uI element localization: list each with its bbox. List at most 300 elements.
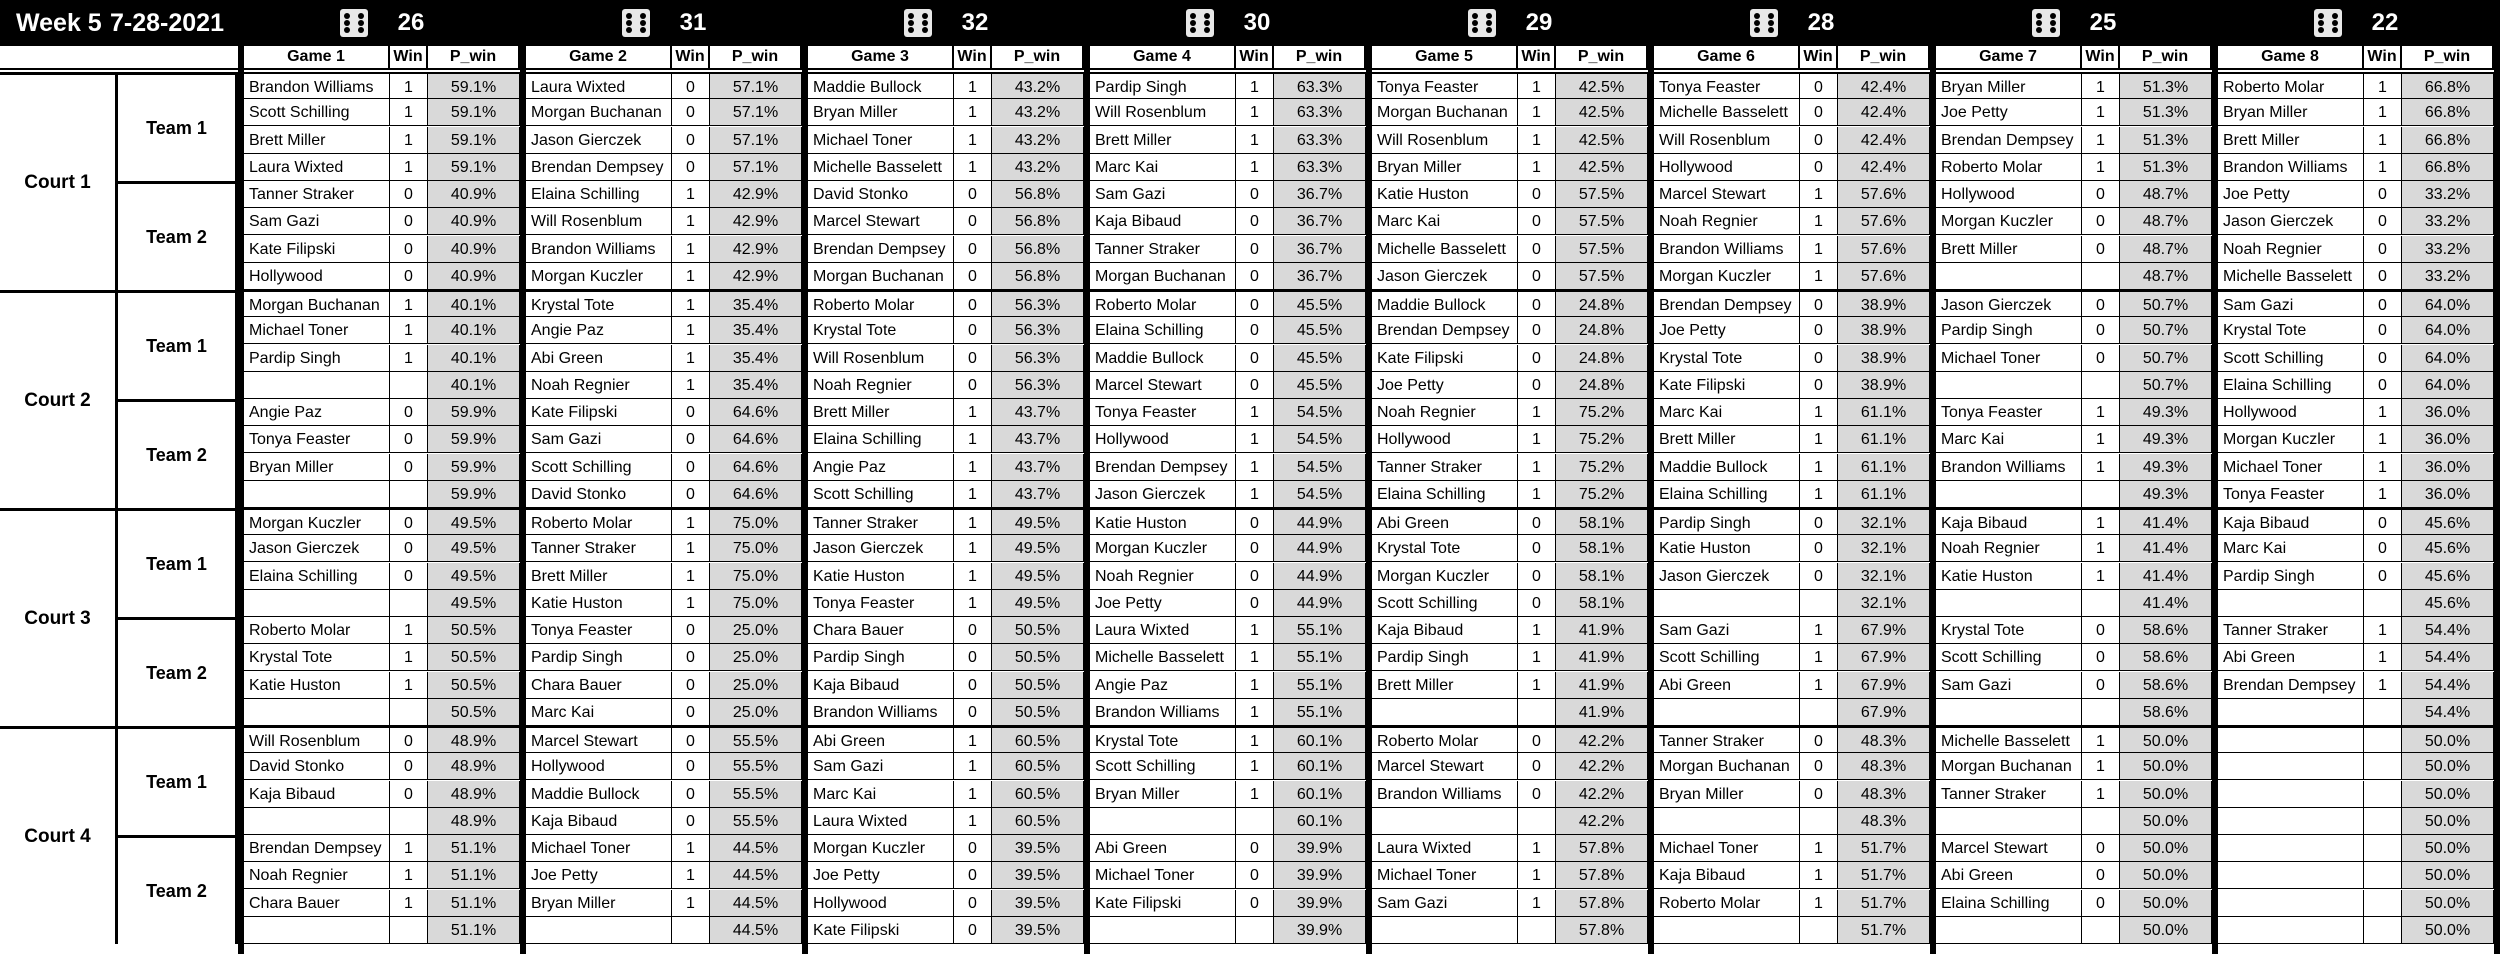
pwin-cell: 24.8% <box>1556 317 1648 344</box>
pwin-cell: 44.5% <box>710 890 802 917</box>
player-name-cell: Tonya Feaster <box>1372 72 1518 99</box>
win-cell: 0 <box>390 399 428 426</box>
pwin-cell: 59.9% <box>428 454 520 481</box>
player-name-cell: Chara Bauer <box>808 617 954 644</box>
player-name-cell: Elaina Schilling <box>1090 317 1236 344</box>
pwin-cell: 54.4% <box>2402 672 2494 699</box>
pwin-cell: 32.1% <box>1838 535 1930 562</box>
win-cell: 1 <box>1236 481 1274 508</box>
player-name-cell: Scott Schilling <box>244 99 390 126</box>
pwin-cell: 61.1% <box>1838 454 1930 481</box>
game-number: 30 <box>1243 9 1271 36</box>
win-cell: 1 <box>672 535 710 562</box>
win-cell: 0 <box>1236 563 1274 590</box>
pwin-cell: 39.9% <box>1274 862 1366 889</box>
player-name-cell: Michelle Basselett <box>1654 99 1800 126</box>
player-name-cell: Abi Green <box>1372 508 1518 535</box>
player-name-cell: Morgan Buchanan <box>1090 263 1236 290</box>
win-cell: 0 <box>390 263 428 290</box>
player-name-cell: Jason Gierczek <box>1654 563 1800 590</box>
win-cell <box>2082 372 2120 399</box>
player-name-cell: Kate Filipski <box>808 917 954 944</box>
pwin-cell: 49.5% <box>428 563 520 590</box>
pwin-cell: 42.4% <box>1838 99 1930 126</box>
win-cell: 0 <box>2082 236 2120 263</box>
player-name-cell: Sam Gazi <box>1372 890 1518 917</box>
pwin-cell: 51.1% <box>428 835 520 862</box>
pwin-cell: 58.6% <box>2120 644 2212 671</box>
player-name-cell: Bryan Miller <box>1654 781 1800 808</box>
pwin-cell: 50.5% <box>428 672 520 699</box>
win-cell: 0 <box>390 508 428 535</box>
win-cell: 1 <box>390 672 428 699</box>
pwin-cell: 51.3% <box>2120 72 2212 99</box>
win-cell: 1 <box>672 890 710 917</box>
pwin-cell: 57.5% <box>1556 181 1648 208</box>
player-name-cell: Marc Kai <box>1936 426 2082 453</box>
win-cell: 1 <box>954 563 992 590</box>
player-name-cell: Marc Kai <box>2218 535 2364 562</box>
player-name-cell <box>526 917 672 944</box>
win-cell: 0 <box>2082 862 2120 889</box>
win-cell: 1 <box>1518 127 1556 154</box>
player-name-cell: Joe Petty <box>526 862 672 889</box>
player-name-cell <box>2218 808 2364 835</box>
pwin-cell: 75.0% <box>710 590 802 617</box>
pwin-cell: 33.2% <box>2402 181 2494 208</box>
win-cell: 0 <box>2364 317 2402 344</box>
player-name-cell <box>244 372 390 399</box>
pwin-cell: 63.3% <box>1274 127 1366 154</box>
player-name-cell: Joe Petty <box>1372 372 1518 399</box>
player-name-cell <box>1654 590 1800 617</box>
player-name-cell: Noah Regnier <box>244 862 390 889</box>
player-name-cell: Tonya Feaster <box>1936 399 2082 426</box>
player-name-cell: Brett Miller <box>2218 127 2364 154</box>
player-name-cell: Tanner Straker <box>244 181 390 208</box>
pwin-cell: 57.6% <box>1838 181 1930 208</box>
pwin-cell: 50.0% <box>2402 726 2494 753</box>
player-name-cell: Hollywood <box>808 890 954 917</box>
game-number-header <box>244 0 520 46</box>
win-cell: 1 <box>954 426 992 453</box>
player-name-cell <box>1936 590 2082 617</box>
player-name-cell: Laura Wixted <box>244 154 390 181</box>
win-cell: 1 <box>1236 426 1274 453</box>
player-name-cell: Bryan Miller <box>808 99 954 126</box>
pwin-cell: 75.0% <box>710 563 802 590</box>
player-name-cell: Will Rosenblum <box>1090 99 1236 126</box>
game-number: 29 <box>1525 9 1553 36</box>
player-name-cell: Marc Kai <box>808 781 954 808</box>
pwin-cell: 42.9% <box>710 236 802 263</box>
team-label: Team 2 <box>118 617 238 726</box>
win-cell <box>2364 753 2402 780</box>
player-name-cell: Michael Toner <box>1936 345 2082 372</box>
win-cell: 0 <box>1800 72 1838 99</box>
win-cell: 0 <box>954 345 992 372</box>
player-name-cell <box>2218 917 2364 944</box>
pwin-cell: 58.6% <box>2120 672 2212 699</box>
win-cell: 1 <box>390 617 428 644</box>
player-name-cell: Katie Huston <box>1090 508 1236 535</box>
pwin-cell: 50.0% <box>2120 890 2212 917</box>
player-name-cell: Brandon Williams <box>2218 154 2364 181</box>
win-cell: 0 <box>672 617 710 644</box>
game-column-header: Game 6 <box>1654 46 1800 70</box>
pwin-cell: 54.5% <box>1274 426 1366 453</box>
player-name-cell: Roberto Molar <box>808 290 954 317</box>
pwin-cell: 48.7% <box>2120 208 2212 235</box>
pwin-cell: 55.1% <box>1274 699 1366 726</box>
player-name-cell <box>1936 917 2082 944</box>
pwin-cell: 36.0% <box>2402 454 2494 481</box>
win-cell: 1 <box>1236 99 1274 126</box>
player-name-cell <box>2218 781 2364 808</box>
player-name-cell: Abi Green <box>1936 862 2082 889</box>
win-cell <box>390 372 428 399</box>
pwin-cell: 64.0% <box>2402 372 2494 399</box>
pwin-cell: 39.5% <box>992 862 1084 889</box>
win-column-header: Win <box>390 46 428 70</box>
pwin-cell: 33.2% <box>2402 208 2494 235</box>
pwin-cell: 57.6% <box>1838 263 1930 290</box>
win-column-header: Win <box>1236 46 1274 70</box>
player-name-cell <box>2218 862 2364 889</box>
pwin-cell: 60.1% <box>1274 753 1366 780</box>
game-number-header <box>1372 0 1648 46</box>
pwin-cell: 57.1% <box>710 127 802 154</box>
player-name-cell: Brandon Williams <box>1654 236 1800 263</box>
win-cell <box>390 699 428 726</box>
player-name-cell: Kaja Bibaud <box>1654 862 1800 889</box>
pwin-cell: 54.4% <box>2402 644 2494 671</box>
pwin-cell: 51.1% <box>428 917 520 944</box>
win-cell: 1 <box>672 508 710 535</box>
win-cell <box>2364 917 2402 944</box>
pwin-cell: 49.3% <box>2120 481 2212 508</box>
win-cell: 1 <box>672 317 710 344</box>
player-name-cell <box>1090 917 1236 944</box>
pwin-cell: 58.1% <box>1556 508 1648 535</box>
player-name-cell: Noah Regnier <box>1654 208 1800 235</box>
player-name-cell <box>1654 808 1800 835</box>
player-name-cell: Sam Gazi <box>1090 181 1236 208</box>
win-cell: 0 <box>672 99 710 126</box>
dice-icon <box>1468 9 1496 37</box>
win-cell: 0 <box>1236 508 1274 535</box>
win-cell: 1 <box>1518 672 1556 699</box>
pwin-cell: 25.0% <box>710 617 802 644</box>
player-name-cell: Jason Gierczek <box>1372 263 1518 290</box>
pwin-cell: 58.6% <box>2120 699 2212 726</box>
win-cell: 1 <box>1518 399 1556 426</box>
win-cell: 1 <box>390 72 428 99</box>
player-name-cell <box>1936 263 2082 290</box>
pwin-cell: 50.5% <box>992 644 1084 671</box>
pwin-cell: 38.9% <box>1838 345 1930 372</box>
win-cell: 1 <box>2364 672 2402 699</box>
player-name-cell: Tanner Straker <box>1654 726 1800 753</box>
win-cell: 1 <box>954 808 992 835</box>
team-label: Team 2 <box>118 399 238 508</box>
pwin-cell: 41.9% <box>1556 617 1648 644</box>
player-name-cell: Kaja Bibaud <box>244 781 390 808</box>
pwin-cell: 59.1% <box>428 127 520 154</box>
player-name-cell <box>244 917 390 944</box>
player-name-cell <box>2218 753 2364 780</box>
pwin-cell: 45.5% <box>1274 345 1366 372</box>
win-column-header: Win <box>2082 46 2120 70</box>
pwin-cell: 48.3% <box>1838 753 1930 780</box>
win-cell: 0 <box>390 563 428 590</box>
win-cell: 1 <box>2082 781 2120 808</box>
player-name-cell: Roberto Molar <box>2218 72 2364 99</box>
win-cell <box>1236 917 1274 944</box>
win-cell: 0 <box>390 236 428 263</box>
pwin-cell: 42.2% <box>1556 808 1648 835</box>
player-name-cell: Joe Petty <box>1090 590 1236 617</box>
win-cell: 1 <box>2364 72 2402 99</box>
dice-icon <box>2314 9 2342 37</box>
player-name-cell: Noah Regnier <box>526 372 672 399</box>
player-name-cell: Hollywood <box>2218 399 2364 426</box>
win-cell: 0 <box>2082 672 2120 699</box>
win-cell <box>2364 890 2402 917</box>
pwin-cell: 55.5% <box>710 753 802 780</box>
player-name-cell: Scott Schilling <box>2218 345 2364 372</box>
player-name-cell: Tonya Feaster <box>1090 399 1236 426</box>
pwin-cell: 42.9% <box>710 208 802 235</box>
pwin-cell: 64.6% <box>710 454 802 481</box>
win-cell: 1 <box>1518 154 1556 181</box>
court-label: Court 3 <box>0 508 118 726</box>
win-cell: 0 <box>2364 236 2402 263</box>
player-name-cell: Morgan Kuczler <box>1372 563 1518 590</box>
pwin-cell: 57.1% <box>710 72 802 99</box>
pwin-cell: 33.2% <box>2402 263 2494 290</box>
pwin-cell: 63.3% <box>1274 154 1366 181</box>
game-column-header: Game 2 <box>526 46 672 70</box>
player-name-cell: Tonya Feaster <box>1654 72 1800 99</box>
player-name-cell: Maddie Bullock <box>1654 454 1800 481</box>
player-name-cell: Elaina Schilling <box>1654 481 1800 508</box>
win-cell <box>2364 590 2402 617</box>
player-name-cell: Angie Paz <box>244 399 390 426</box>
win-cell: 0 <box>1800 99 1838 126</box>
win-cell: 1 <box>2082 154 2120 181</box>
player-name-cell: Noah Regnier <box>1090 563 1236 590</box>
player-name-cell: Angie Paz <box>526 317 672 344</box>
pwin-cell: 50.0% <box>2120 781 2212 808</box>
game-column-header: Game 8 <box>2218 46 2364 70</box>
win-cell: 0 <box>1518 263 1556 290</box>
pwin-cell: 50.0% <box>2120 862 2212 889</box>
win-cell: 0 <box>1518 290 1556 317</box>
player-name-cell: Brett Miller <box>1936 236 2082 263</box>
win-cell: 1 <box>1518 617 1556 644</box>
win-cell: 0 <box>672 426 710 453</box>
player-name-cell: Noah Regnier <box>808 372 954 399</box>
pwin-cell: 55.1% <box>1274 644 1366 671</box>
win-cell: 1 <box>954 508 992 535</box>
pwin-cell: 42.4% <box>1838 72 1930 99</box>
player-name-cell: Tonya Feaster <box>808 590 954 617</box>
win-cell: 1 <box>954 399 992 426</box>
pwin-cell: 57.6% <box>1838 236 1930 263</box>
pwin-cell: 67.9% <box>1838 699 1930 726</box>
pwin-cell: 59.9% <box>428 399 520 426</box>
pwin-cell: 64.6% <box>710 399 802 426</box>
dice-icon <box>340 9 368 37</box>
win-cell: 1 <box>1800 426 1838 453</box>
win-cell: 0 <box>2082 317 2120 344</box>
pwin-cell: 60.5% <box>992 808 1084 835</box>
pwin-cell: 50.0% <box>2120 917 2212 944</box>
win-cell: 1 <box>1800 208 1838 235</box>
player-name-cell: Marcel Stewart <box>1936 835 2082 862</box>
win-cell: 1 <box>2364 127 2402 154</box>
win-cell: 1 <box>672 862 710 889</box>
player-name-cell: Tanner Straker <box>526 535 672 562</box>
player-name-cell: Noah Regnier <box>2218 236 2364 263</box>
pwin-cell: 59.1% <box>428 99 520 126</box>
player-name-cell: Bryan Miller <box>1090 781 1236 808</box>
player-name-cell: Sam Gazi <box>244 208 390 235</box>
pwin-cell: 43.7% <box>992 426 1084 453</box>
pwin-cell: 32.1% <box>1838 590 1930 617</box>
win-cell: 0 <box>390 535 428 562</box>
player-name-cell: Pardip Singh <box>2218 563 2364 590</box>
player-name-cell: Kate Filipski <box>526 399 672 426</box>
pwin-cell: 50.0% <box>2402 835 2494 862</box>
pwin-cell: 36.0% <box>2402 399 2494 426</box>
pwin-cell: 39.5% <box>992 890 1084 917</box>
pwin-cell: 60.5% <box>992 781 1084 808</box>
player-name-cell: Michael Toner <box>808 127 954 154</box>
pwin-cell: 45.6% <box>2402 535 2494 562</box>
win-cell: 1 <box>2082 127 2120 154</box>
pwin-cell: 44.9% <box>1274 563 1366 590</box>
player-name-cell: Hollywood <box>1090 426 1236 453</box>
win-cell: 0 <box>1518 372 1556 399</box>
pwin-cell: 36.7% <box>1274 181 1366 208</box>
player-name-cell: Tanner Straker <box>2218 617 2364 644</box>
win-cell: 0 <box>1236 590 1274 617</box>
pwin-cell: 39.5% <box>992 835 1084 862</box>
pwin-cell: 50.7% <box>2120 317 2212 344</box>
win-cell: 0 <box>1236 236 1274 263</box>
player-name-cell: Pardip Singh <box>526 644 672 671</box>
win-cell: 1 <box>1236 127 1274 154</box>
win-cell: 0 <box>672 726 710 753</box>
player-name-cell: Kate Filipski <box>1372 345 1518 372</box>
pwin-cell: 61.1% <box>1838 426 1930 453</box>
win-cell: 0 <box>672 753 710 780</box>
player-name-cell: Brandon Williams <box>526 236 672 263</box>
player-name-cell: Scott Schilling <box>1654 644 1800 671</box>
win-cell: 1 <box>1236 72 1274 99</box>
win-cell: 0 <box>2364 208 2402 235</box>
win-cell: 0 <box>1800 753 1838 780</box>
pwin-cell: 57.8% <box>1556 862 1648 889</box>
win-cell: 1 <box>2082 454 2120 481</box>
player-name-cell: Sam Gazi <box>1936 672 2082 699</box>
pwin-cell: 42.2% <box>1556 726 1648 753</box>
pwin-cell: 36.7% <box>1274 263 1366 290</box>
win-cell: 1 <box>954 127 992 154</box>
player-name-cell <box>1936 808 2082 835</box>
win-cell: 0 <box>954 317 992 344</box>
player-name-cell: Jason Gierczek <box>808 535 954 562</box>
player-name-cell: Brandon Williams <box>808 699 954 726</box>
win-cell: 0 <box>672 672 710 699</box>
win-cell: 0 <box>1518 781 1556 808</box>
pwin-cell: 50.0% <box>2402 781 2494 808</box>
player-name-cell: Bryan Miller <box>1936 72 2082 99</box>
pwin-cell: 36.7% <box>1274 208 1366 235</box>
player-name-cell: Sam Gazi <box>526 426 672 453</box>
game-number-header <box>526 0 802 46</box>
pwin-cell: 49.3% <box>2120 454 2212 481</box>
win-cell: 0 <box>672 127 710 154</box>
pwin-cell: 45.5% <box>1274 317 1366 344</box>
win-cell: 1 <box>672 263 710 290</box>
win-cell: 0 <box>954 290 992 317</box>
win-cell: 0 <box>1236 181 1274 208</box>
win-cell <box>1800 699 1838 726</box>
pwin-cell: 66.8% <box>2402 72 2494 99</box>
pwin-cell: 32.1% <box>1838 508 1930 535</box>
win-cell: 0 <box>1236 345 1274 372</box>
dice-icon <box>1186 9 1214 37</box>
pwin-cell: 64.0% <box>2402 345 2494 372</box>
week-number: Week 5 <box>16 8 102 37</box>
win-cell: 1 <box>1518 835 1556 862</box>
team-label: Team 1 <box>118 508 238 617</box>
win-cell: 0 <box>954 890 992 917</box>
win-cell: 0 <box>1236 862 1274 889</box>
win-cell: 1 <box>672 208 710 235</box>
player-name-cell: Pardip Singh <box>244 345 390 372</box>
win-cell: 0 <box>1800 154 1838 181</box>
game-number-header <box>1090 0 1366 46</box>
player-name-cell <box>1090 808 1236 835</box>
win-cell: 1 <box>1236 726 1274 753</box>
pwin-cell: 50.0% <box>2402 890 2494 917</box>
win-cell: 1 <box>2364 644 2402 671</box>
player-name-cell: Tonya Feaster <box>244 426 390 453</box>
player-name-cell: Chara Bauer <box>526 672 672 699</box>
player-name-cell: Morgan Kuczler <box>1654 263 1800 290</box>
player-name-cell: Morgan Buchanan <box>1372 99 1518 126</box>
player-name-cell <box>1372 917 1518 944</box>
win-cell: 0 <box>2082 890 2120 917</box>
win-cell: 0 <box>1800 372 1838 399</box>
win-cell: 1 <box>1800 862 1838 889</box>
win-cell: 0 <box>672 781 710 808</box>
pwin-column-header: P_win <box>2120 46 2212 70</box>
pwin-cell: 42.4% <box>1838 127 1930 154</box>
win-cell: 1 <box>390 644 428 671</box>
player-name-cell: Kaja Bibaud <box>526 808 672 835</box>
win-cell: 0 <box>2364 563 2402 590</box>
game-number: 32 <box>961 9 989 36</box>
player-name-cell: Morgan Kuczler <box>1936 208 2082 235</box>
win-cell: 1 <box>1800 890 1838 917</box>
pwin-cell: 41.4% <box>2120 508 2212 535</box>
win-cell: 1 <box>672 372 710 399</box>
